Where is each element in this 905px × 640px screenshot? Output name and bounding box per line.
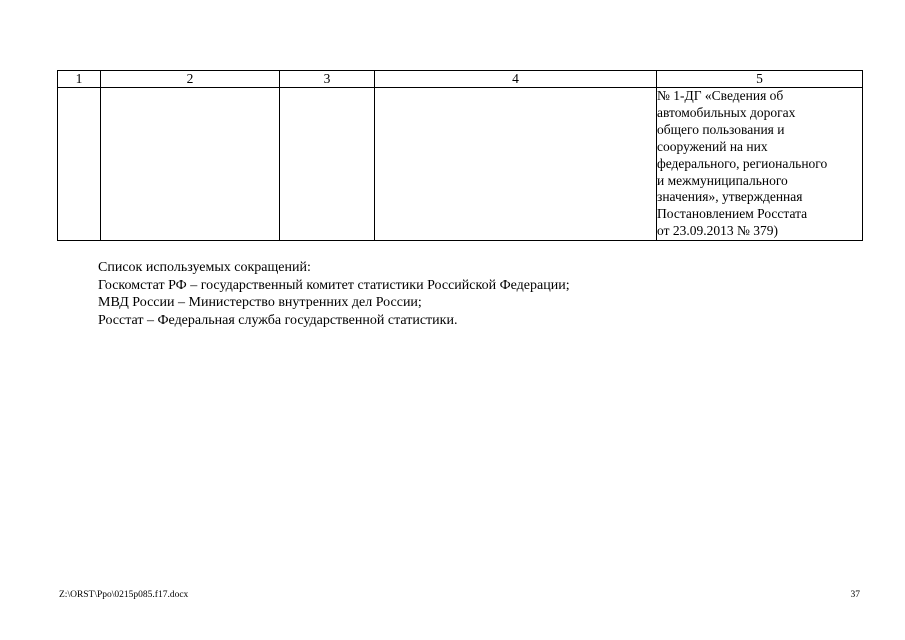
footer-file-path: Z:\ORST\Ppo\0215p085.f17.docx <box>59 590 189 600</box>
cell-text-line: автомобильных дорогах <box>657 104 796 120</box>
cell-text-line: № 1-ДГ «Сведения об <box>657 88 784 103</box>
cell-text-line: Постановлением Росстата <box>657 206 808 222</box>
column-header-1: 1 <box>58 71 101 88</box>
table-cell-col1 <box>58 88 101 241</box>
cell-text-line: федерального, регионального <box>657 155 828 171</box>
abbreviation-item: Госкомстат РФ – государственный комитет статистики Российской Федерации; <box>98 277 570 293</box>
column-header-4: 4 <box>375 71 657 88</box>
cell-text-line: от 23.09.2013 № 379) <box>657 223 778 239</box>
table-row <box>58 88 863 241</box>
cell-text-line: значения», утвержденная <box>657 189 803 205</box>
column-header-3: 3 <box>280 71 375 88</box>
column-header-5: 5 <box>657 71 863 88</box>
table-cell-col4 <box>375 88 657 241</box>
cell-text-line: и межмуниципального <box>657 172 788 188</box>
abbreviations-list <box>98 259 798 329</box>
abbreviation-item: МВД России – Министерство внутренних дел России; <box>98 295 422 310</box>
table-cell-col2 <box>101 88 280 241</box>
table-cell-col5 <box>657 88 863 241</box>
table-cell-col3 <box>280 88 375 241</box>
table-header-row <box>58 71 863 88</box>
footer-page-number: 37 <box>850 590 860 600</box>
abbreviation-item: Росстат – Федеральная служба государственной статистики. <box>98 312 458 328</box>
column-header-2: 2 <box>101 71 280 88</box>
abbreviations-heading: Список используемых сокращений: <box>98 260 311 275</box>
data-table <box>57 70 863 241</box>
cell-text-line: общего пользования и <box>657 121 785 137</box>
cell-text-line: сооружений на них <box>657 138 768 154</box>
